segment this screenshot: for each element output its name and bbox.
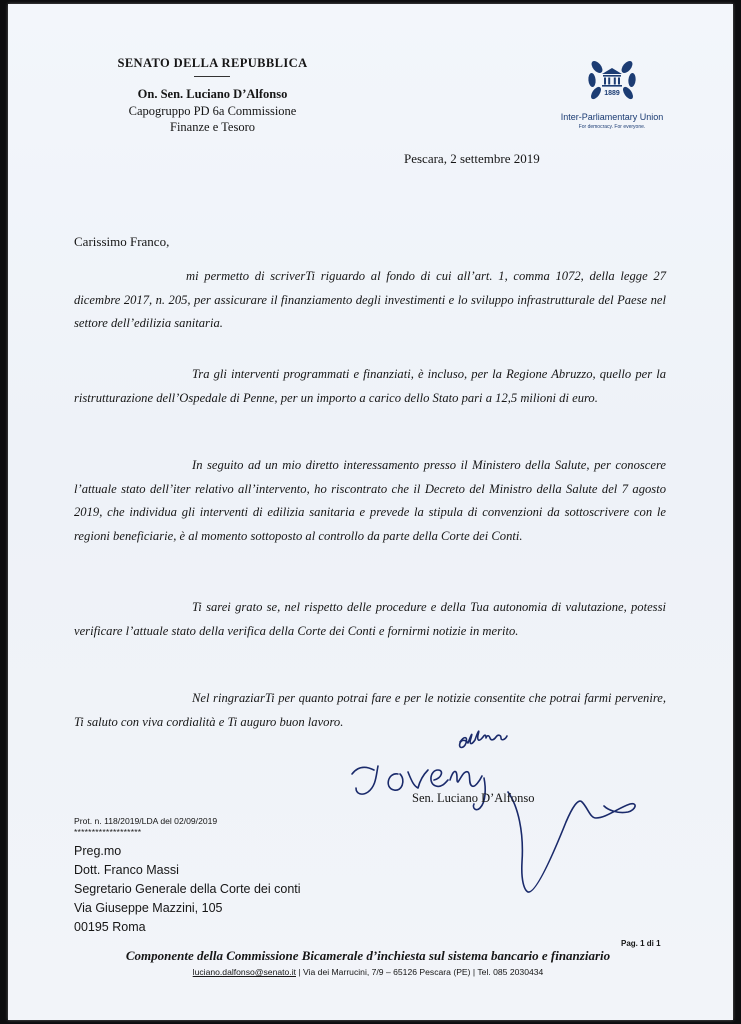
contact-details: | Via dei Marrucini, 7/9 – 65126 Pescara (PE) | Tel. 085 2030434 [296, 967, 544, 977]
sender-name: On. Sen. Luciano D’Alfonso [137, 87, 288, 101]
paragraph-text: Nel ringraziarTi per quanto potrai fare e per le notizie consentite che potrai farmi pervenire, Ti saluto con viva cordialità e Ti auguro buon lavoro. [74, 691, 666, 729]
letter-page [8, 4, 733, 1020]
ipu-tagline: For democracy. For everyone. [578, 124, 646, 130]
recipient-address [74, 842, 301, 937]
recipient-line: Segretario Generale della Corte dei conti [74, 882, 301, 896]
page-number: Pag. 1 di 1 [621, 939, 661, 948]
ipu-logo [586, 53, 638, 105]
footer-title: Componente della Commissione Bicamerale d’inchiesta sul sistema bancario e finanziario [125, 948, 611, 963]
body-paragraph-2 [74, 363, 666, 410]
protocol-separator: ******************* [74, 827, 142, 837]
sender-committee: Finanze e Tesoro [170, 120, 255, 134]
institution-heading: SENATO DELLA REPUBBLICA [117, 56, 308, 70]
paragraph-text: Ti sarei grato se, nel rispetto delle procedure e della Tua autonomia di valutazione, potessi verificare l’attuale stato della verifica della Corte dei Conti e fornirmi notizie in merito. [74, 600, 666, 638]
heading-divider [194, 76, 230, 77]
protocol-number: Prot. n. 118/2019/LDA del 02/09/2019 [74, 816, 218, 826]
body-paragraph-4 [74, 596, 666, 643]
body-paragraph-5 [74, 687, 666, 734]
signer-name: Sen. Luciano D’Alfonso [412, 791, 535, 805]
recipient-line: Preg.mo [74, 844, 122, 858]
ipu-year: 1889 [604, 90, 620, 97]
recipient-line: 00195 Roma [74, 920, 146, 934]
body-paragraph-1 [74, 265, 666, 336]
recipient-line: Via Giuseppe Mazzini, 105 [74, 901, 223, 915]
handwritten-signature [338, 730, 648, 902]
footer-contact [48, 967, 688, 977]
paragraph-text: Tra gli interventi programmati e finanziati, è incluso, per la Regione Abruzzo, quello per la ristrutturazione dell’Ospedale di Penne, per un importo a carico dello Stato pari a 12,5 milioni di euro. [74, 367, 666, 405]
paragraph-text: mi permetto di scriverTi riguardo al fondo di cui all’art. 1, comma 1072, della legge 27 dicembre 2017, n. 205, per assicurare il finanziamento degli investimenti e lo sviluppo infrastrutturale del Paese nel settore dell’edilizia sanitaria. [74, 269, 666, 330]
recipient-line: Dott. Franco Massi [74, 863, 179, 877]
paragraph-text: In seguito ad un mio diretto interessamento presso il Ministero della Salute, per conoscere l’attuale stato dell’iter relativo all’intervento, ho riscontrato che il Decreto del Ministro della Salute del 7 agosto 2019, che individua gli interventi di edilizia sanitaria e prevede la stipula di convenzioni da sottoscrivere con le regioni beneficiarie, è al momento sottoposto al controllo da parte della Corte dei Conti. [74, 458, 666, 543]
salutation: Carissimo Franco, [74, 234, 170, 249]
place-date: Pescara, 2 settembre 2019 [404, 151, 540, 166]
body-paragraph-3 [74, 454, 666, 548]
email-link[interactable]: luciano.dalfonso@senato.it [192, 967, 296, 977]
ipu-name: Inter-Parliamentary Union [560, 112, 664, 122]
sender-role: Capogruppo PD 6a Commissione [128, 104, 297, 118]
